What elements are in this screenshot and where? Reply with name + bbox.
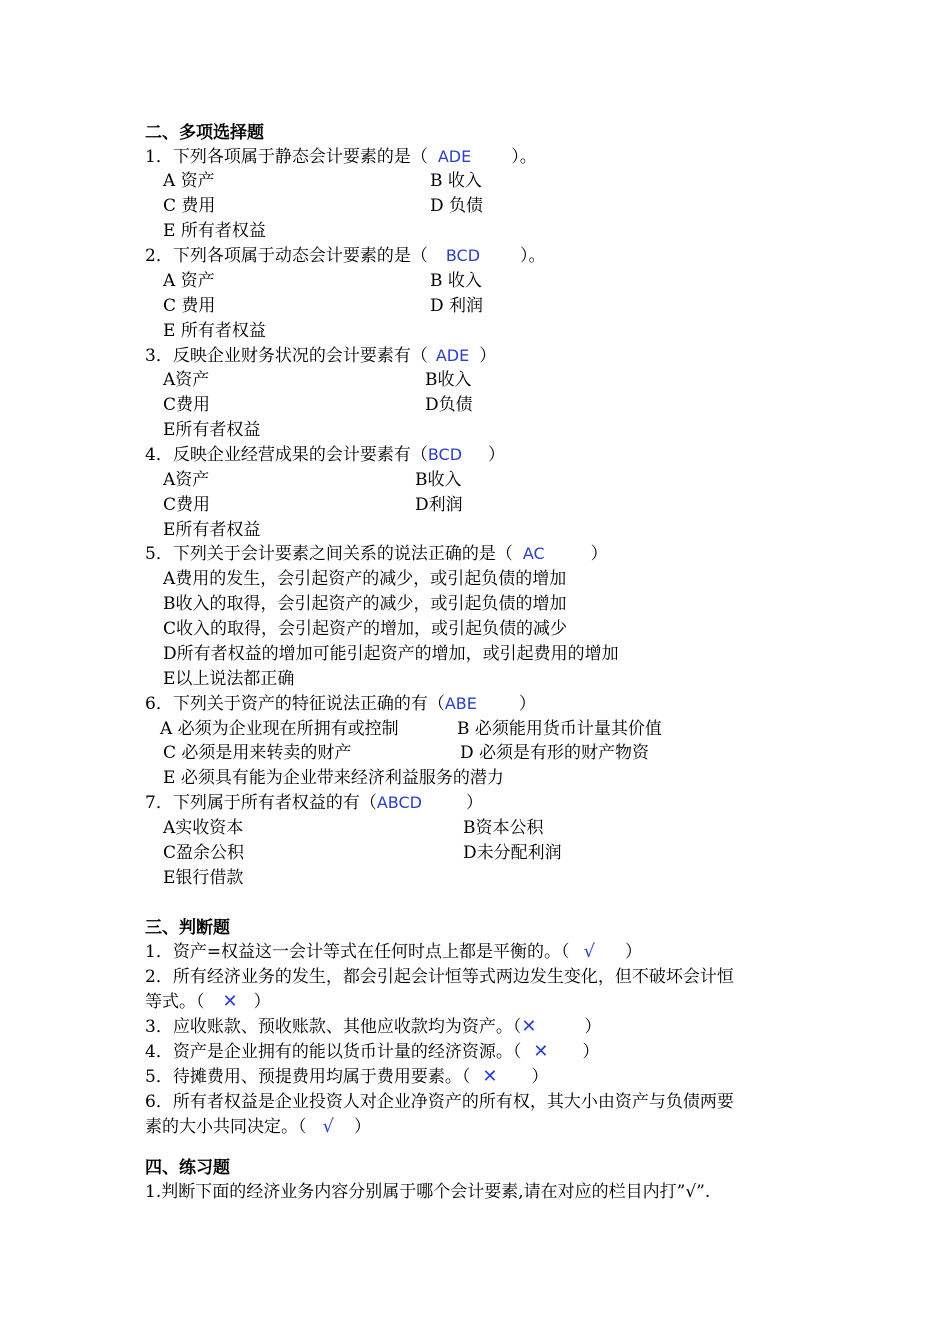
cross-mark-icon: ✕	[533, 1041, 549, 1062]
judgment-2-line2	[145, 990, 271, 1014]
bracket-close: ）	[488, 445, 506, 465]
option-c: C费用	[163, 495, 211, 515]
bracket-close: ）	[465, 793, 483, 813]
answer: ADE	[435, 346, 470, 365]
option-b: B 收入	[430, 271, 482, 291]
option-a: A实收资本	[163, 818, 244, 838]
answer: ABE	[444, 694, 477, 713]
check-mark-icon: √	[322, 1116, 334, 1137]
option-e: E 必须具有能为企业带来经济利益服务的潜力	[163, 768, 504, 788]
judgment-2-line1: 2．所有经济业务的发生，都会引起会计恒等式两边发生变化，但不破坏会计恒	[145, 967, 734, 987]
bracket-close: ）	[584, 1017, 602, 1037]
judgment-text: 3．应收账款、预收账款、其他应收款均为资产。（	[145, 1017, 522, 1037]
option-d: D未分配利润	[463, 843, 562, 863]
question-5	[145, 542, 608, 566]
question-4	[145, 443, 505, 467]
answer: ABCD	[376, 793, 422, 812]
option-d: D所有者权益的增加可能引起资产的增加，或引起费用的增加	[163, 644, 619, 664]
option-e: E所有者权益	[163, 420, 261, 440]
judgment-text: 5．待摊费用、预提费用均属于费用要素。（	[145, 1067, 471, 1087]
bracket-close: ）	[479, 346, 497, 366]
bracket-close: ）	[582, 1042, 600, 1062]
bracket-close: ）。	[520, 246, 546, 266]
option-a: A 资产	[163, 171, 215, 191]
option-a: A资产	[163, 370, 210, 390]
answer: BCD	[427, 445, 463, 464]
question-stem: 5．下列关于会计要素之间关系的说法正确的是（	[145, 544, 513, 564]
question-stem: 6．下列关于资产的特征说法正确的有（	[145, 694, 445, 714]
bracket-close: ）	[625, 942, 643, 962]
question-6	[145, 692, 536, 716]
option-c: C盈余公积	[163, 843, 245, 863]
judgment-6-line1: 6．所有者权益是企业投资人对企业净资产的所有权，其大小由资产与负债两要	[145, 1092, 734, 1112]
question-stem: 7．下列属于所有者权益的有（	[145, 793, 377, 813]
cross-mark-icon: ✕	[521, 1016, 537, 1037]
answer: AC	[522, 544, 545, 563]
question-stem: 2．下列各项属于动态会计要素的是（	[145, 246, 428, 266]
option-b: B收入	[425, 370, 472, 390]
bracket-close: ）	[590, 544, 608, 564]
option-e: E 所有者权益	[163, 321, 266, 341]
judgment-text: 素的大小共同决定。（	[145, 1117, 307, 1137]
option-b: B资本公积	[463, 818, 544, 838]
option-a: A 必须为企业现在所拥有或控制	[160, 719, 399, 739]
option-c: C费用	[163, 395, 211, 415]
option-c: C 费用	[163, 196, 216, 216]
question-2	[145, 244, 546, 268]
bracket-close: ）。	[511, 147, 537, 167]
option-e: E以上说法都正确	[163, 669, 295, 689]
option-a: A费用的发生，会引起资产的减少，或引起负债的增加	[163, 569, 567, 589]
check-mark-icon: √	[583, 941, 596, 962]
question-stem: 1．下列各项属于静态会计要素的是（	[145, 147, 428, 167]
option-d: D 负债	[430, 196, 484, 216]
bracket-close: ）	[353, 1117, 371, 1137]
judgment-text: 1．资产=权益这一会计等式在任何时点上都是平衡的。（	[145, 942, 570, 962]
judgment-text: 等式。（	[145, 992, 205, 1012]
question-3	[145, 344, 496, 368]
option-c: C 必须是用来转卖的财产	[163, 743, 352, 763]
option-a: A 资产	[163, 271, 215, 291]
question-1	[145, 145, 537, 169]
bracket-close: ）	[518, 694, 536, 714]
question-7	[145, 791, 483, 815]
option-e: E 所有者权益	[163, 221, 266, 241]
option-d: D利润	[415, 495, 463, 515]
judgment-3	[145, 1015, 601, 1039]
answer: ADE	[437, 147, 472, 166]
cross-mark-icon: ✕	[222, 991, 238, 1012]
answer: BCD	[445, 246, 481, 265]
option-d: D负债	[425, 395, 473, 415]
bracket-close: ）	[531, 1067, 549, 1087]
section-title-true-false: 三、判断题	[145, 918, 230, 938]
option-b: B收入	[415, 470, 462, 490]
exercise-1: 1.判断下面的经济业务内容分别属于哪个会计要素,请在对应的栏目内打”√”.	[145, 1182, 711, 1202]
option-b: B 收入	[430, 171, 482, 191]
judgment-text: 4．资产是企业拥有的能以货币计量的经济资源。（	[145, 1042, 522, 1062]
option-c: C 费用	[163, 296, 216, 316]
judgment-5	[145, 1065, 548, 1089]
option-c: C收入的取得，会引起资产的增加，或引起负债的减少	[163, 619, 568, 639]
judgment-4	[145, 1040, 599, 1064]
question-stem: 4．反映企业经营成果的会计要素有（	[145, 445, 428, 465]
section-title-multiple-choice: 二、多项选择题	[145, 123, 264, 143]
question-stem: 3．反映企业财务状况的会计要素有（	[145, 346, 428, 366]
option-d: D 利润	[430, 296, 484, 316]
option-e: E银行借款	[163, 868, 244, 888]
option-e: E所有者权益	[163, 520, 261, 540]
option-b: B 必须能用货币计量其价值	[457, 719, 662, 739]
option-d: D 必须是有形的财产物资	[460, 743, 650, 763]
option-b: B收入的取得，会引起资产的减少，或引起负债的增加	[163, 594, 567, 614]
section-title-exercises: 四、练习题	[145, 1158, 230, 1178]
bracket-close: ）	[253, 992, 271, 1012]
judgment-6-line2	[145, 1115, 371, 1139]
judgment-1	[145, 940, 642, 964]
cross-mark-icon: ✕	[482, 1066, 498, 1087]
option-a: A资产	[163, 470, 210, 490]
